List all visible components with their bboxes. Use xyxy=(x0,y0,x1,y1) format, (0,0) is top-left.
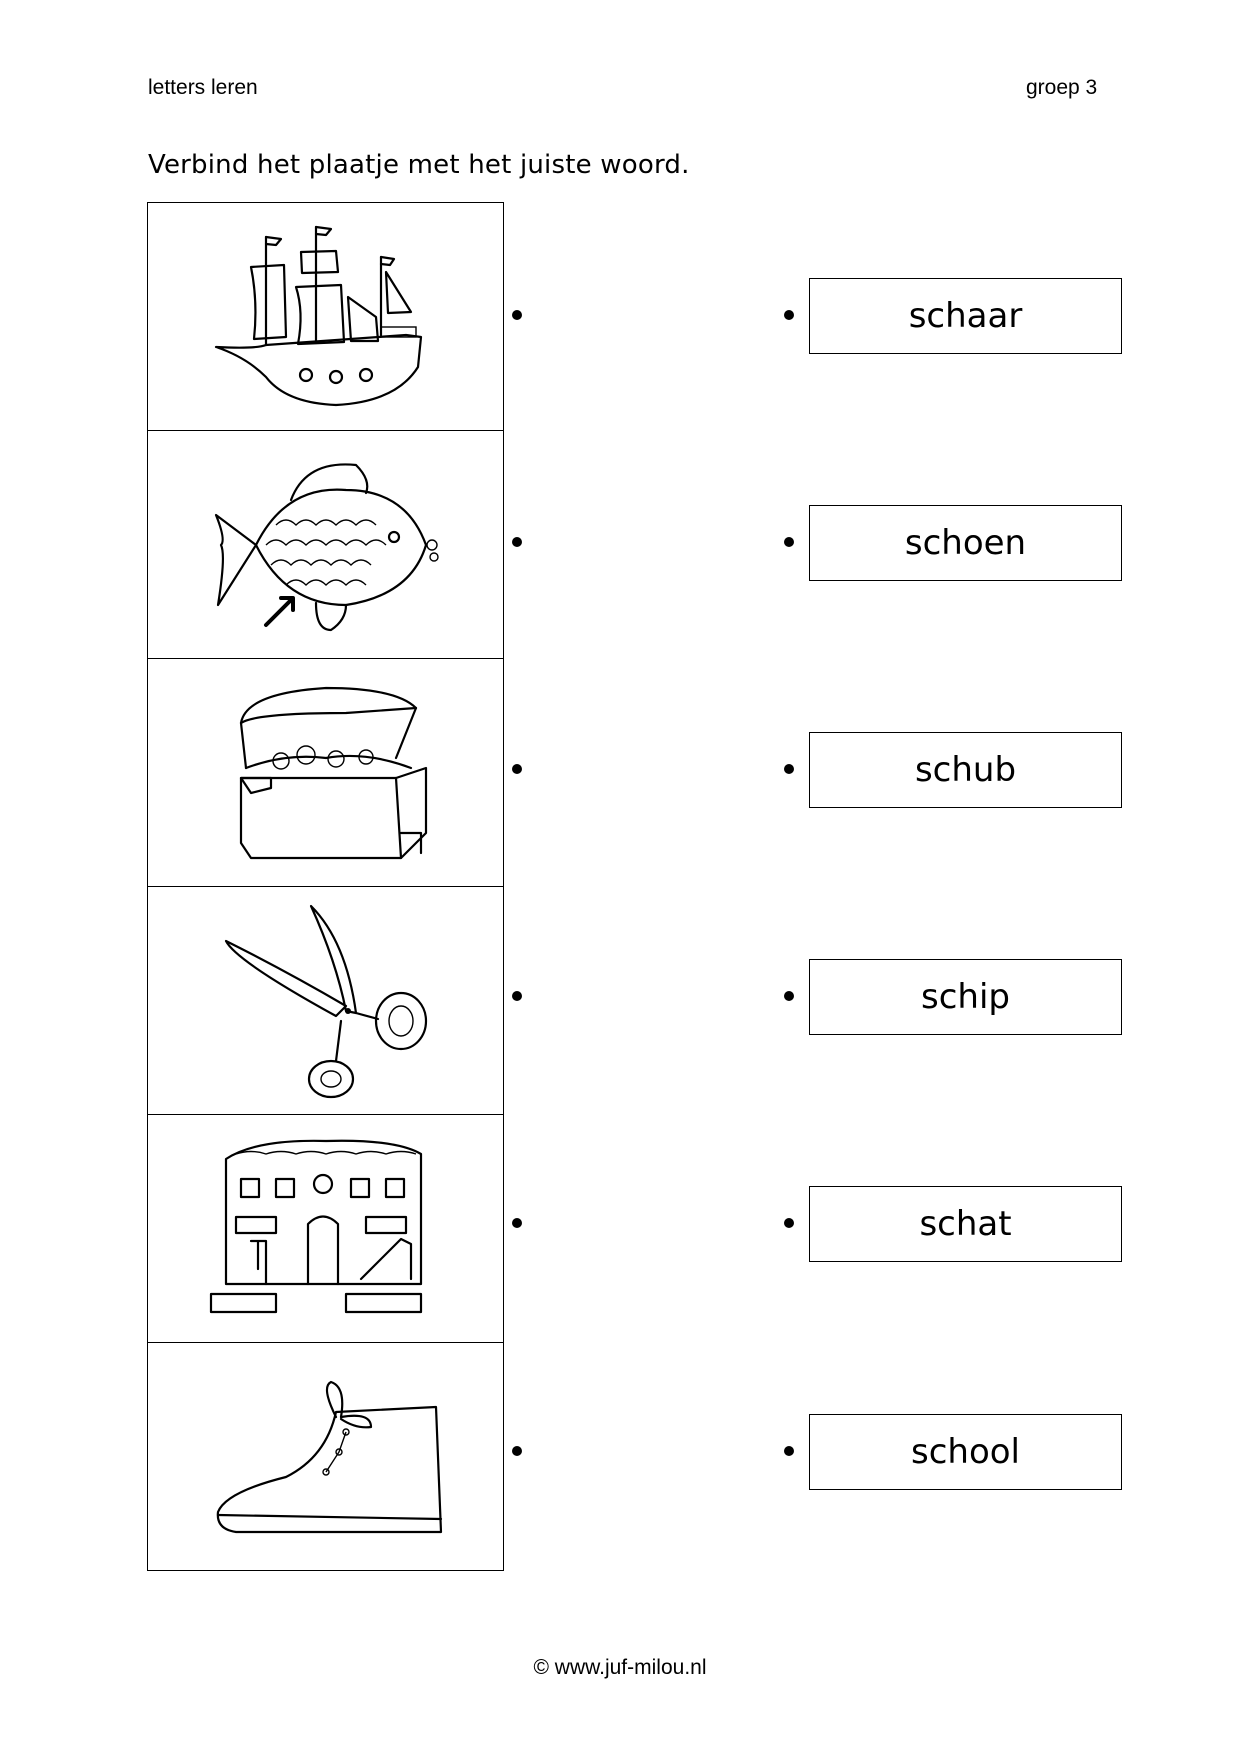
picture-dot-1[interactable] xyxy=(512,310,522,320)
picture-cell-6 xyxy=(148,1343,503,1570)
picture-dot-6[interactable] xyxy=(512,1446,522,1456)
shoe-icon xyxy=(196,1357,456,1557)
word-box-1: schaar xyxy=(809,278,1122,354)
word-box-6: school xyxy=(809,1414,1122,1490)
ship-icon xyxy=(196,217,456,417)
picture-dot-4[interactable] xyxy=(512,991,522,1001)
picture-dot-2[interactable] xyxy=(512,537,522,547)
picture-dot-5[interactable] xyxy=(512,1218,522,1228)
word-dot-2[interactable] xyxy=(784,537,794,547)
picture-column xyxy=(147,202,504,1571)
picture-cell-1 xyxy=(148,203,503,431)
picture-cell-2 xyxy=(148,431,503,659)
word-box-5: schat xyxy=(809,1186,1122,1262)
picture-cell-4 xyxy=(148,887,503,1115)
header-right: groep 3 xyxy=(1026,76,1098,99)
picture-dot-3[interactable] xyxy=(512,764,522,774)
word-dot-5[interactable] xyxy=(784,1218,794,1228)
scissors-icon xyxy=(196,901,456,1101)
word-dot-3[interactable] xyxy=(784,764,794,774)
word-box-2: schoen xyxy=(809,505,1122,581)
school-icon xyxy=(196,1129,456,1329)
treasure-chest-icon xyxy=(196,673,456,873)
picture-cell-5 xyxy=(148,1115,503,1343)
instruction: Verbind het plaatje met het juiste woord. xyxy=(148,150,690,180)
word-box-4: schip xyxy=(809,959,1122,1035)
header-left: letters leren xyxy=(148,76,258,99)
picture-cell-3 xyxy=(148,659,503,887)
word-dot-4[interactable] xyxy=(784,991,794,1001)
fish-icon xyxy=(196,445,456,645)
footer-copyright: © www.juf-milou.nl xyxy=(533,1656,707,1679)
word-dot-1[interactable] xyxy=(784,310,794,320)
word-dot-6[interactable] xyxy=(784,1446,794,1456)
word-box-3: schub xyxy=(809,732,1122,808)
